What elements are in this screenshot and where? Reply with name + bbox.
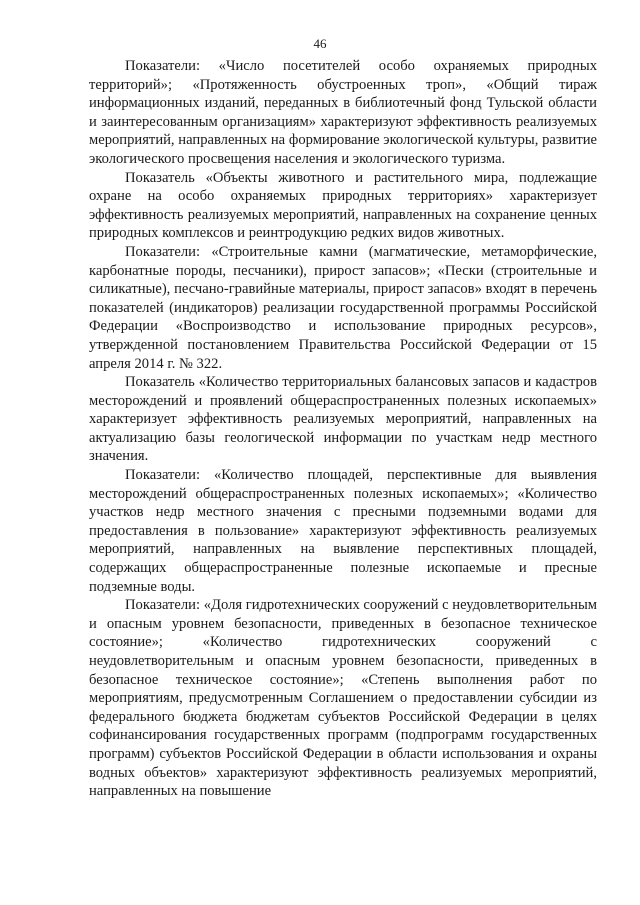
paragraph: Показатели: «Доля гидротехнических сооружений с неудовлетворительным и опасным уровнем безопасности, приведенных в безопасное техническое состояние»; «Количество гидротехнических сооружений с неудовлетворительным и опасным уровнем безопасности, приведенных в безопасное техническое состояние»; «Степень выполнения работ по мероприятиям, предусмотренным Соглашением о предоставлении субсидии из федерального бюджета бюджетам субъектов Российской Федерации в целях софинансирования государственных программ (подпрограмм государственных программ) субъектов Российской Федерации в области использования и охраны водных объектов» характеризуют эффективность реализуемых мероприятий, направленных на повышение [89,597,597,800]
paragraph: Показатели: «Количество площадей, перспективные для выявления месторождений общераспространенных полезных ископаемых»; «Количество участков недр местного значения с пресными подземными водами для предоставления в пользование» характеризуют эффективность реализуемых мероприятий, направленных на выявление перспективных площадей, содержащих общераспространенные полезные ископаемые и пресные подземные воды. [89,467,597,595]
paragraph: Показатели: «Число посетителей особо охраняемых природных территорий»; «Протяженность обустроенных троп», «Общий тираж информационных изданий, переданных в библиотечный фонд Тульской области и заинтересованным организациям» характеризуют эффективность реализуемых мероприятий, направленных на формирование экологической культуры, развитие экологического просвещения населения и экологического туризма. [89,58,597,167]
document-body [89,57,597,801]
paragraph: Показатели: «Строительные камни (магматические, метаморфические, карбонатные породы, песчаники), прирост запасов»; «Пески (строительные и силикатные), песчано-гравийные материалы, прирост запасов» входят в перечень показателей (индикаторов) реализации государственной программы Российской Федерации «Воспроизводство и использование природных ресурсов», утвержденной постановлением Правительства Российской Федерации от 15 апреля 2014 г. № 322. [89,243,597,372]
page-number: 46 [313,36,327,51]
paragraph: Показатель «Объекты животного и растительного мира, подлежащие охране на особо охраняемых природных территориях» характеризует эффективность реализуемых мероприятий, направленных на сохранение ценных природных комплексов и реинтродукцию редких видов животных. [89,169,597,242]
paragraph: Показатель «Количество территориальных балансовых запасов и кадастров месторождений и проявлений общераспространенных полезных ископаемых» характеризует эффективность реализуемых мероприятий, направленных на актуализацию базы геологической информации по участкам недр местного значения. [89,374,597,465]
